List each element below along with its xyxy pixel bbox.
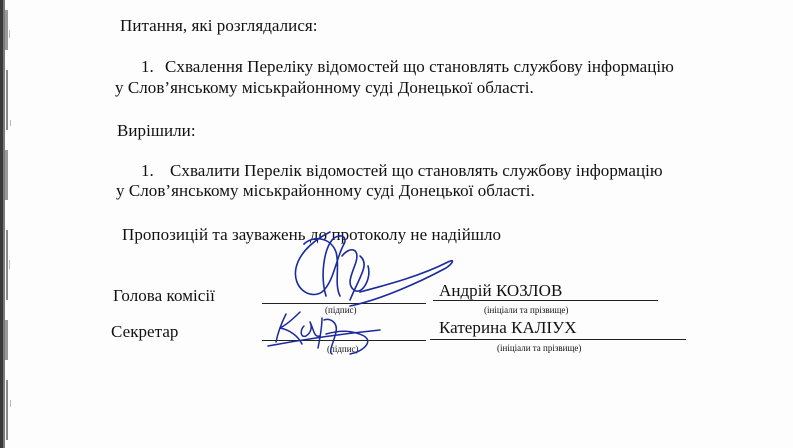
- secretary-signature-line: [262, 340, 426, 341]
- secretary-signature-caption: (підпис): [327, 344, 359, 354]
- secretary-name-caption: (ініціали та прізвище): [497, 343, 582, 353]
- secretary-role-label: Секретар: [111, 322, 179, 341]
- questions-heading: Питання, які розглядалися:: [120, 16, 318, 35]
- chair-name-line: [433, 300, 658, 301]
- chair-role-label: Голова комісії: [113, 286, 215, 305]
- chair-name: Андрій КОЗЛОВ: [439, 281, 563, 300]
- secretary-signature: [268, 312, 380, 354]
- chair-name-caption: (ініціали та прізвище): [484, 305, 569, 315]
- decision-1-number: 1.: [141, 161, 154, 180]
- decision-1-line-1: Схвалити Перелік відомостей що становлять службову інформацію: [170, 161, 663, 180]
- decided-heading: Вирішили:: [117, 121, 196, 140]
- chair-signature-line: [262, 303, 426, 304]
- proposals-text: Пропозицій та зауважень до протоколу не надійшло: [122, 225, 502, 244]
- scan-edge-artifact: [0, 0, 22, 448]
- chair-signature-caption: (підпис): [325, 305, 357, 315]
- secretary-name: Катерина КАЛІУХ: [439, 318, 577, 337]
- secretary-name-line: [430, 339, 686, 340]
- question-1-line-2: у Слов’янському міськрайонному суді Донецької області.: [115, 78, 534, 97]
- decision-1-line-2: у Слов’янському міськрайонному суді Донецької області.: [116, 181, 535, 200]
- question-1-line-1: Схвалення Переліку відомостей що становлять службову інформацію: [165, 57, 674, 76]
- question-1-number: 1.: [141, 57, 154, 76]
